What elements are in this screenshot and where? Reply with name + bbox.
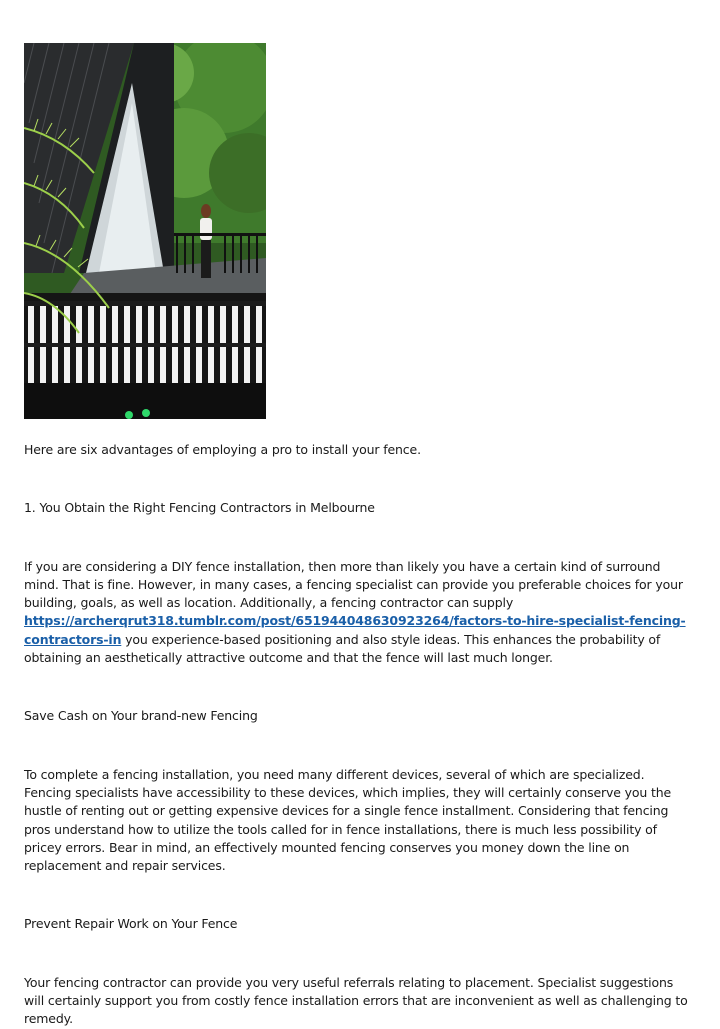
body-1-text-before: If you are considering a DIY fence installation, then more than likely you have a certain kind of surround mind. That is fine. However, in many cases, a fencing specialist can provide you preferable choices for your building, goals, as well as location. Additionally, a fencing contractor can supply [24,558,683,611]
section-heading-3: Prevent Repair Work on Your Fence [24,916,238,932]
body-paragraph-3: Your fencing contractor can provide you very useful referrals relating to placement. Specialist suggestions will certainly support you from costly fence installation errors that are inconvenient as well as challenging to remedy. [24,974,688,1027]
house-photo [24,43,266,419]
body-paragraph-2: To complete a fencing installation, you need many different devices, several of which are specialized. Fencing specialists have accessibility to these devices, which implies, they will certainly conserve you the hustle of renting out or getting expensive devices for a single fence installment. Considering that fencing pros understand how to utilize the tools called for in fence installations, there is much less possibility of pricey errors. Bear in mind, an effectively mounted fencing conserves you money down the line on replacement and repair services. [24,766,672,874]
intro-paragraph: Here are six advantages of employing a pro to install your fence. [24,442,421,457]
body-paragraph-1 [24,558,688,668]
body-1-text-after: you experience-based positioning and also style ideas. This enhances the probability of obtaining an aesthetically attractive outcome and that the fence will last much longer. [24,631,661,666]
fencing-contractors-link[interactable]: https://archerqrut318.tumblr.com/post/651944048630923264/factors-to-hire-specialist-fencing-contractors-in [24,613,686,647]
section-heading-1: 1. You Obtain the Right Fencing Contractors in Melbourne [24,500,375,516]
article-body [24,441,688,1029]
section-heading-2: Save Cash on Your brand-new Fencing [24,708,258,724]
